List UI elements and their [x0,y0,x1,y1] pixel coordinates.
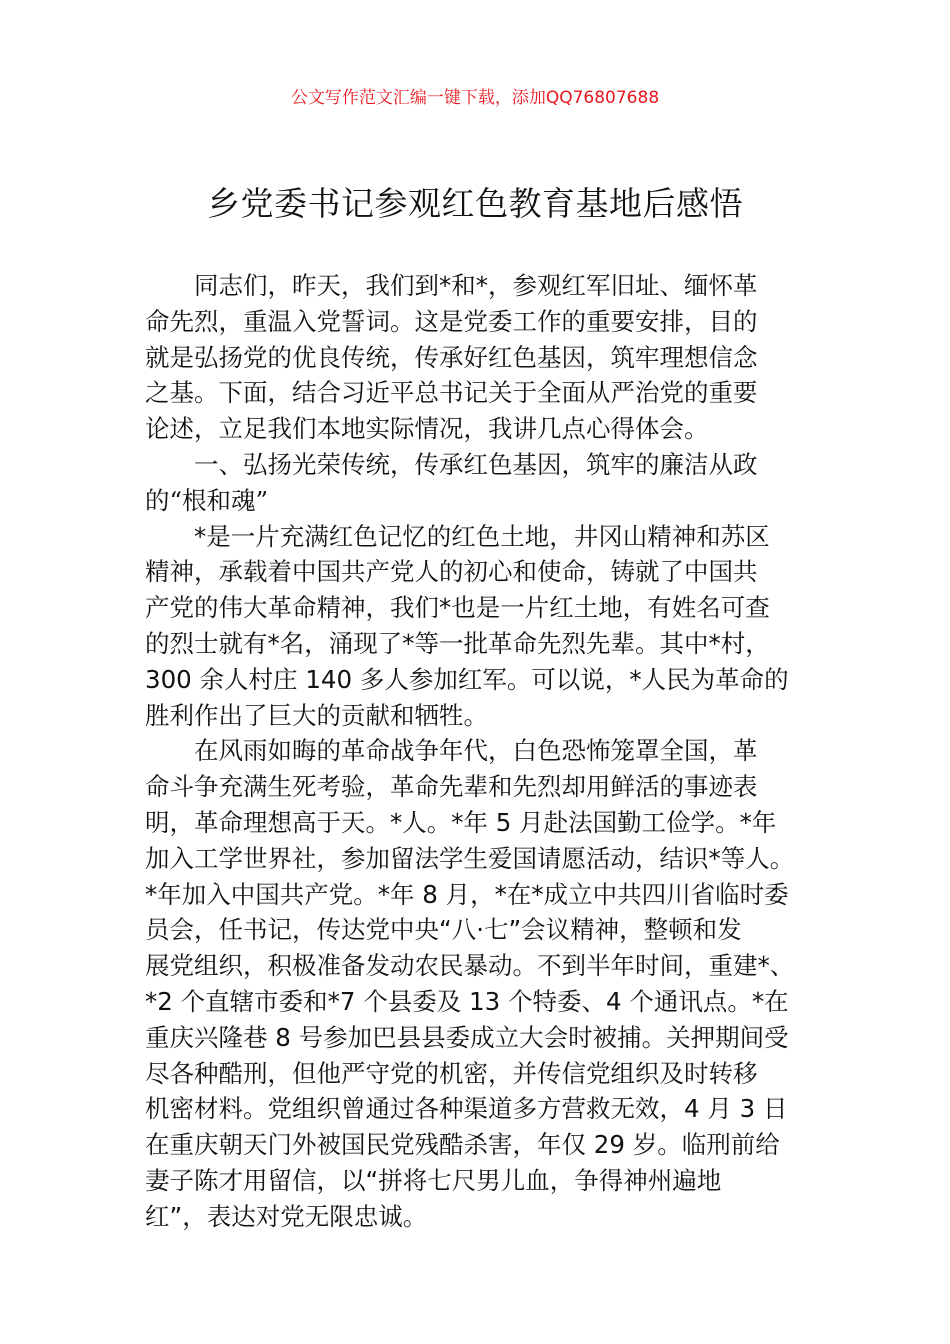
section-heading-1 [145,447,807,519]
text-line: 机密材料。党组织曾通过各种渠道多方营救无效，4 月 3 日 [145,1094,788,1124]
text-line: 尽各种酷刑，但他严守党的机密，并传信党组织及时转移 [145,1058,758,1088]
paragraph-intro [145,268,807,447]
text-line: 的烈士就有*名，涌现了*等一批革命先烈先辈。其中*村， [145,628,770,658]
paragraph-red-land [145,519,807,734]
document-title: 乡党委书记参观红色教育基地后感悟 [207,184,743,223]
document-body [145,268,807,1235]
text-line: 员会，任书记，传达党中央“八·七”会议精神，整顿和发 [145,915,742,945]
text-line: 命先烈，重温入党誓词。这是党委工作的重要安排，目的 [145,306,758,336]
text-line: 加入工学世界社，参加留法学生爱国请愿活动，结识*等人。 [145,843,795,873]
text-line: 在重庆朝天门外被国民党残酷杀害，年仅 29 岁。临刑前给 [145,1130,780,1160]
text-line: 展党组织，积极准备发动农民暴动。不到半年时间，重建*、 [145,951,795,981]
text-line: 胜利作出了巨大的贡献和牺牲。 [145,700,488,730]
text-line: 300 余人村庄 140 多人参加红军。可以说，*人民为革命的 [145,664,789,694]
text-line: *2 个直辖市委和*7 个县委及 13 个特委、4 个通讯点。*在 [145,986,789,1016]
text-line: 红”，表达对党无限忠诚。 [145,1201,428,1231]
text-line: *是一片充满红色记忆的红色土地，井冈山精神和苏区 [194,521,770,551]
promo-banner: 公文写作范文汇编一键下载，添加QQ76807688 [290,88,660,108]
text-line: *年加入中国共产党。*年 8 月，*在*成立中共四川省临时委 [145,879,789,909]
text-line: 之基。下面，结合习近平总书记关于全面从严治党的重要 [145,378,758,408]
text-line: 论述，立足我们本地实际情况，我讲几点心得体会。 [145,414,709,444]
text-line: 就是弘扬党的优良传统，传承好红色基因，筑牢理想信念 [145,342,758,372]
text-line: 产党的伟大革命精神，我们*也是一片红土地，有姓名可查 [145,593,770,623]
text-line: 在风雨如晦的革命战争年代，白色恐怖笼罩全国，革 [194,736,758,766]
text-line: 妻子陈才用留信，以“拼将七尺男儿血，争得神州遍地 [145,1165,722,1195]
heading-line: 的“根和魂” [145,485,269,515]
text-line: 明，革命理想高于天。*人。*年 5 月赴法国勤工俭学。*年 [145,807,777,837]
heading-line: 一、弘扬光荣传统，传承红色基因，筑牢的廉洁从政 [194,449,758,479]
text-line: 精神，承载着中国共产党人的初心和使命，铸就了中国共 [145,557,758,587]
text-line: 同志们，昨天，我们到*和*，参观红军旧址、缅怀革 [194,271,758,300]
text-line: 命斗争充满生死考验，革命先辈和先烈却用鲜活的事迹表 [145,772,758,802]
paragraph-revolution-story [145,733,807,1234]
text-line: 重庆兴隆巷 8 号参加巴县县委成立大会时被捕。关押期间受 [145,1022,789,1052]
